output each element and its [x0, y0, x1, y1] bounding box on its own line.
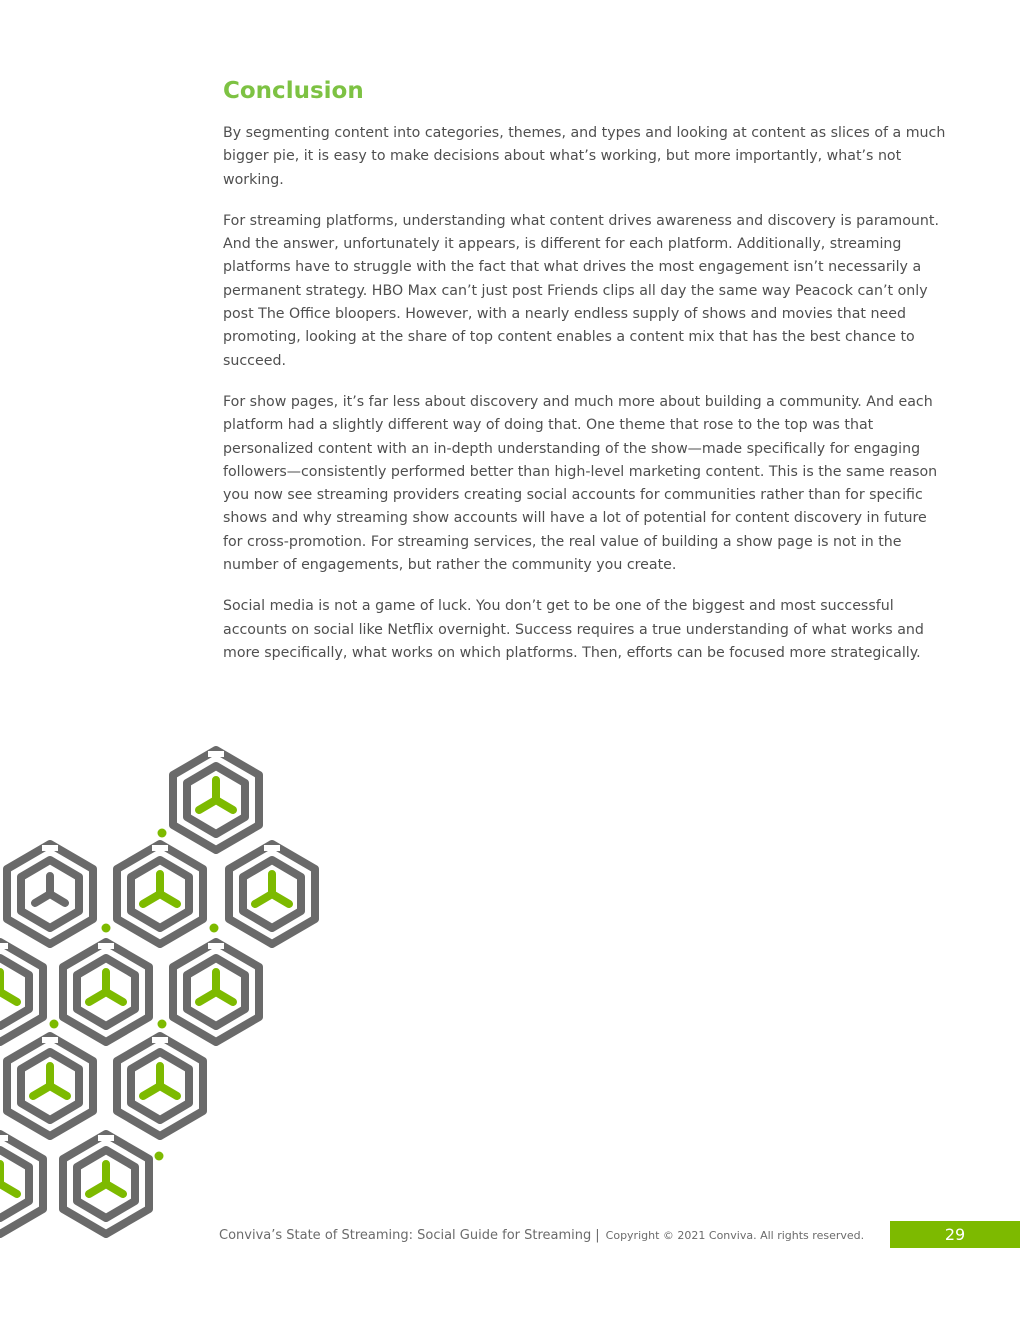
section-heading: Conclusion: [223, 78, 364, 104]
paragraph-2: For streaming platforms, understanding what content drives awareness and discovery is paramount. And the answer, unfortunately it appears, is different for each platform. Additionally, streaming platforms have to struggle with the fact that what drives the most engagement isn’t necessarily a permanent strategy. HBO Max can’t just post Friends clips all day the same way Peacock can’t only post The Office bloopers. However, with a nearly endless supply of shows and movies that need promoting, looking at the share of top content enables a content mix that has the best chance to succeed.: [223, 212, 939, 369]
footer-separator: |: [595, 1228, 600, 1243]
footer-title: Conviva’s State of Streaming: Social Guide for Streaming: [219, 1228, 592, 1243]
footer: [219, 1223, 864, 1245]
page-content: [223, 76, 947, 683]
paragraph-4: Social media is not a game of luck. You don’t get to be one of the biggest and most successful accounts on social like Netflix overnight. Success requires a true understanding of what works and more specifically, what works on which platforms. Then, efforts can be focused more strategically.: [223, 598, 924, 661]
page-number-badge: [890, 1221, 1020, 1248]
paragraph-1: By segmenting content into categories, themes, and types and looking at content as slices of a much bigger pie, it is easy to make decisions about what’s working, but more importantly, what’s not working.: [223, 125, 946, 188]
paragraph-3: For show pages, it’s far less about discovery and much more about building a community. And each platform had a slightly different way of doing that. One theme that rose to the top was that personalized content with an in-depth understanding of the show—made specifically for engaging followers—consistently performed better than high-level marketing content. This is the same reason you now see streaming providers creating social accounts for communities rather than for specific shows and why streaming show accounts will have a lot of potential for content discovery in future for cross-promotion. For streaming services, the real value of building a show page is not in the number of engagements, but rather the community you create.: [223, 393, 938, 574]
hexagon-pattern-icon: [0, 740, 330, 1250]
page-number: 29: [944, 1225, 966, 1244]
footer-copyright: Copyright © 2021 Conviva. All rights reserved.: [605, 1229, 865, 1242]
